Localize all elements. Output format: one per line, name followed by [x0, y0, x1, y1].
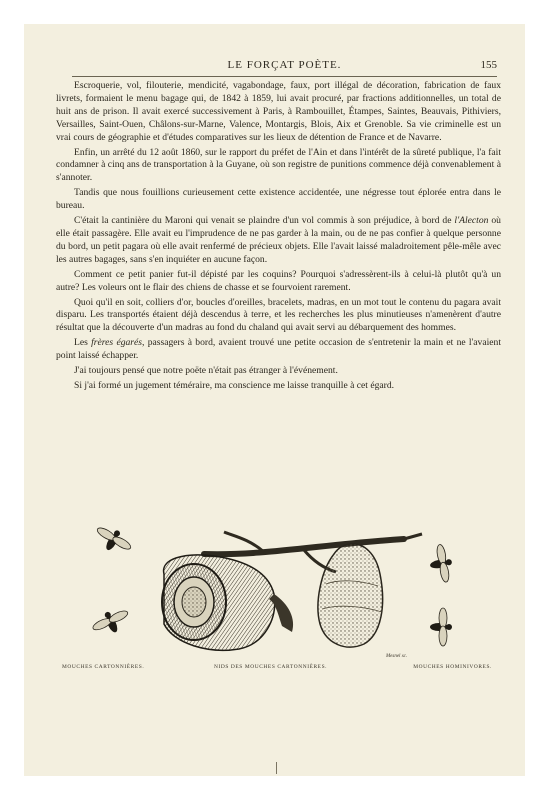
paragraph: Si j'ai formé un jugement téméraire, ma conscience me laisse tranquille à cet égard.	[74, 379, 395, 391]
carton-wasp-nest-hanging	[318, 544, 383, 647]
running-header	[72, 59, 497, 75]
fly-icon	[430, 608, 452, 646]
header-rule	[72, 76, 497, 77]
paragraph: Quoi qu'il en soit, colliers d'or, boucles d'oreilles, bracelets, madras, en un mot tout le contenu du pagara avait disparu. Les transportés étaient déjà descendus à terre, et les recherches les plus minutieuses n'amenèrent d'autre résultat que la découverte d'un madras au fond du chaland qui avait servi au débarquement des hommes.	[56, 296, 501, 334]
carton-wasp-nest-open	[162, 555, 293, 650]
paragraph-text: où elle était passagère. Elle avait eu l'imprudence de ne pas garder à la main, ou de ne pas confier à quelque personne du bord, un petit pagara où elle avait renfermé de précieux objets. Elle l'avait laissé maladroitement pêle-mêle avec les autres bagages, sans s'en inquiéter en aucune façon.	[56, 215, 501, 265]
italic-phrase: frères égarés	[91, 337, 143, 349]
book-page	[24, 24, 525, 776]
paragraph: J'ai toujours pensé que notre poëte n'était pas étranger à l'événement.	[74, 365, 338, 377]
caption-right: MOUCHES HOMINIVORES.	[413, 664, 492, 670]
engraving-illustration	[64, 514, 489, 659]
paragraph	[56, 215, 501, 267]
fly-icon	[91, 521, 135, 559]
paragraph-text: , passagers à bord, avaient trouvé une petite occasion de s'entretenir la main et ne l'avaient point laissé échapper.	[56, 337, 501, 362]
ship-name: l'Alecton	[454, 215, 489, 227]
gutter-mark	[276, 762, 277, 774]
paragraph-text: C'était la cantinière du Maroni qui venait se plaindre d'un vol commis à son préjudice, à bord de	[74, 215, 455, 227]
paragraph: Enfin, un arrêté du 12 août 1860, sur le rapport du préfet de l'Ain et dans l'intérêt de la sûreté publique, l'a fait condamner à cinq ans de transportation à la Guyane, où son registre de punitions commence déjà convenablement à s'annoter.	[56, 146, 501, 184]
running-title: LE FORÇAT POÈTE.	[227, 59, 342, 71]
paragraph: Comment ce petit panier fut-il dépisté par les coquins? Pourquoi s'adressèrent-ils à celui-là plutôt qu'à un autre? Les voleurs ont le flair des chiens de chasse et se fourvoient rarement.	[56, 268, 501, 293]
page-number: 155	[480, 59, 497, 71]
fly-icon	[427, 543, 455, 584]
engraver-signature: Mesnel sc.	[386, 654, 408, 659]
paragraph: Tandis que nous fouillions curieusement cette existence accidentée, une négresse tout éplorée entra dans le bureau.	[56, 187, 501, 212]
paragraph	[56, 337, 501, 363]
caption-center: NIDS DES MOUCHES CARTONNIÈRES.	[214, 664, 328, 670]
paragraph: Escroquerie, vol, filouterie, mendicité, vagabondage, faux, port illégal de décoration, fabrication de faux livrets, formaient le menu bagage qui, de 1842 à 1859, lui avait procuré, par fractions additionnelles, un total de huit ans de prison. Il avait exercé successivement à Paris, à Rambouillet, Étampes, Saintes, Beauvais, Pithiviers, Versailles, Saint-Ouen, Châlons-sur-Marne, Valence, Montargis, Blois, Aix et Grenoble. Sa vie criminelle est un vrai cours de géographie et d'études comparatives sur les lieux de détention de France et de Navarre.	[56, 80, 501, 143]
fly-icon	[89, 604, 133, 640]
figure-captions	[62, 664, 492, 674]
caption-left: MOUCHES CARTONNIÈRES.	[62, 664, 145, 670]
paragraph-text: Les	[74, 337, 92, 349]
body-text	[56, 80, 501, 395]
